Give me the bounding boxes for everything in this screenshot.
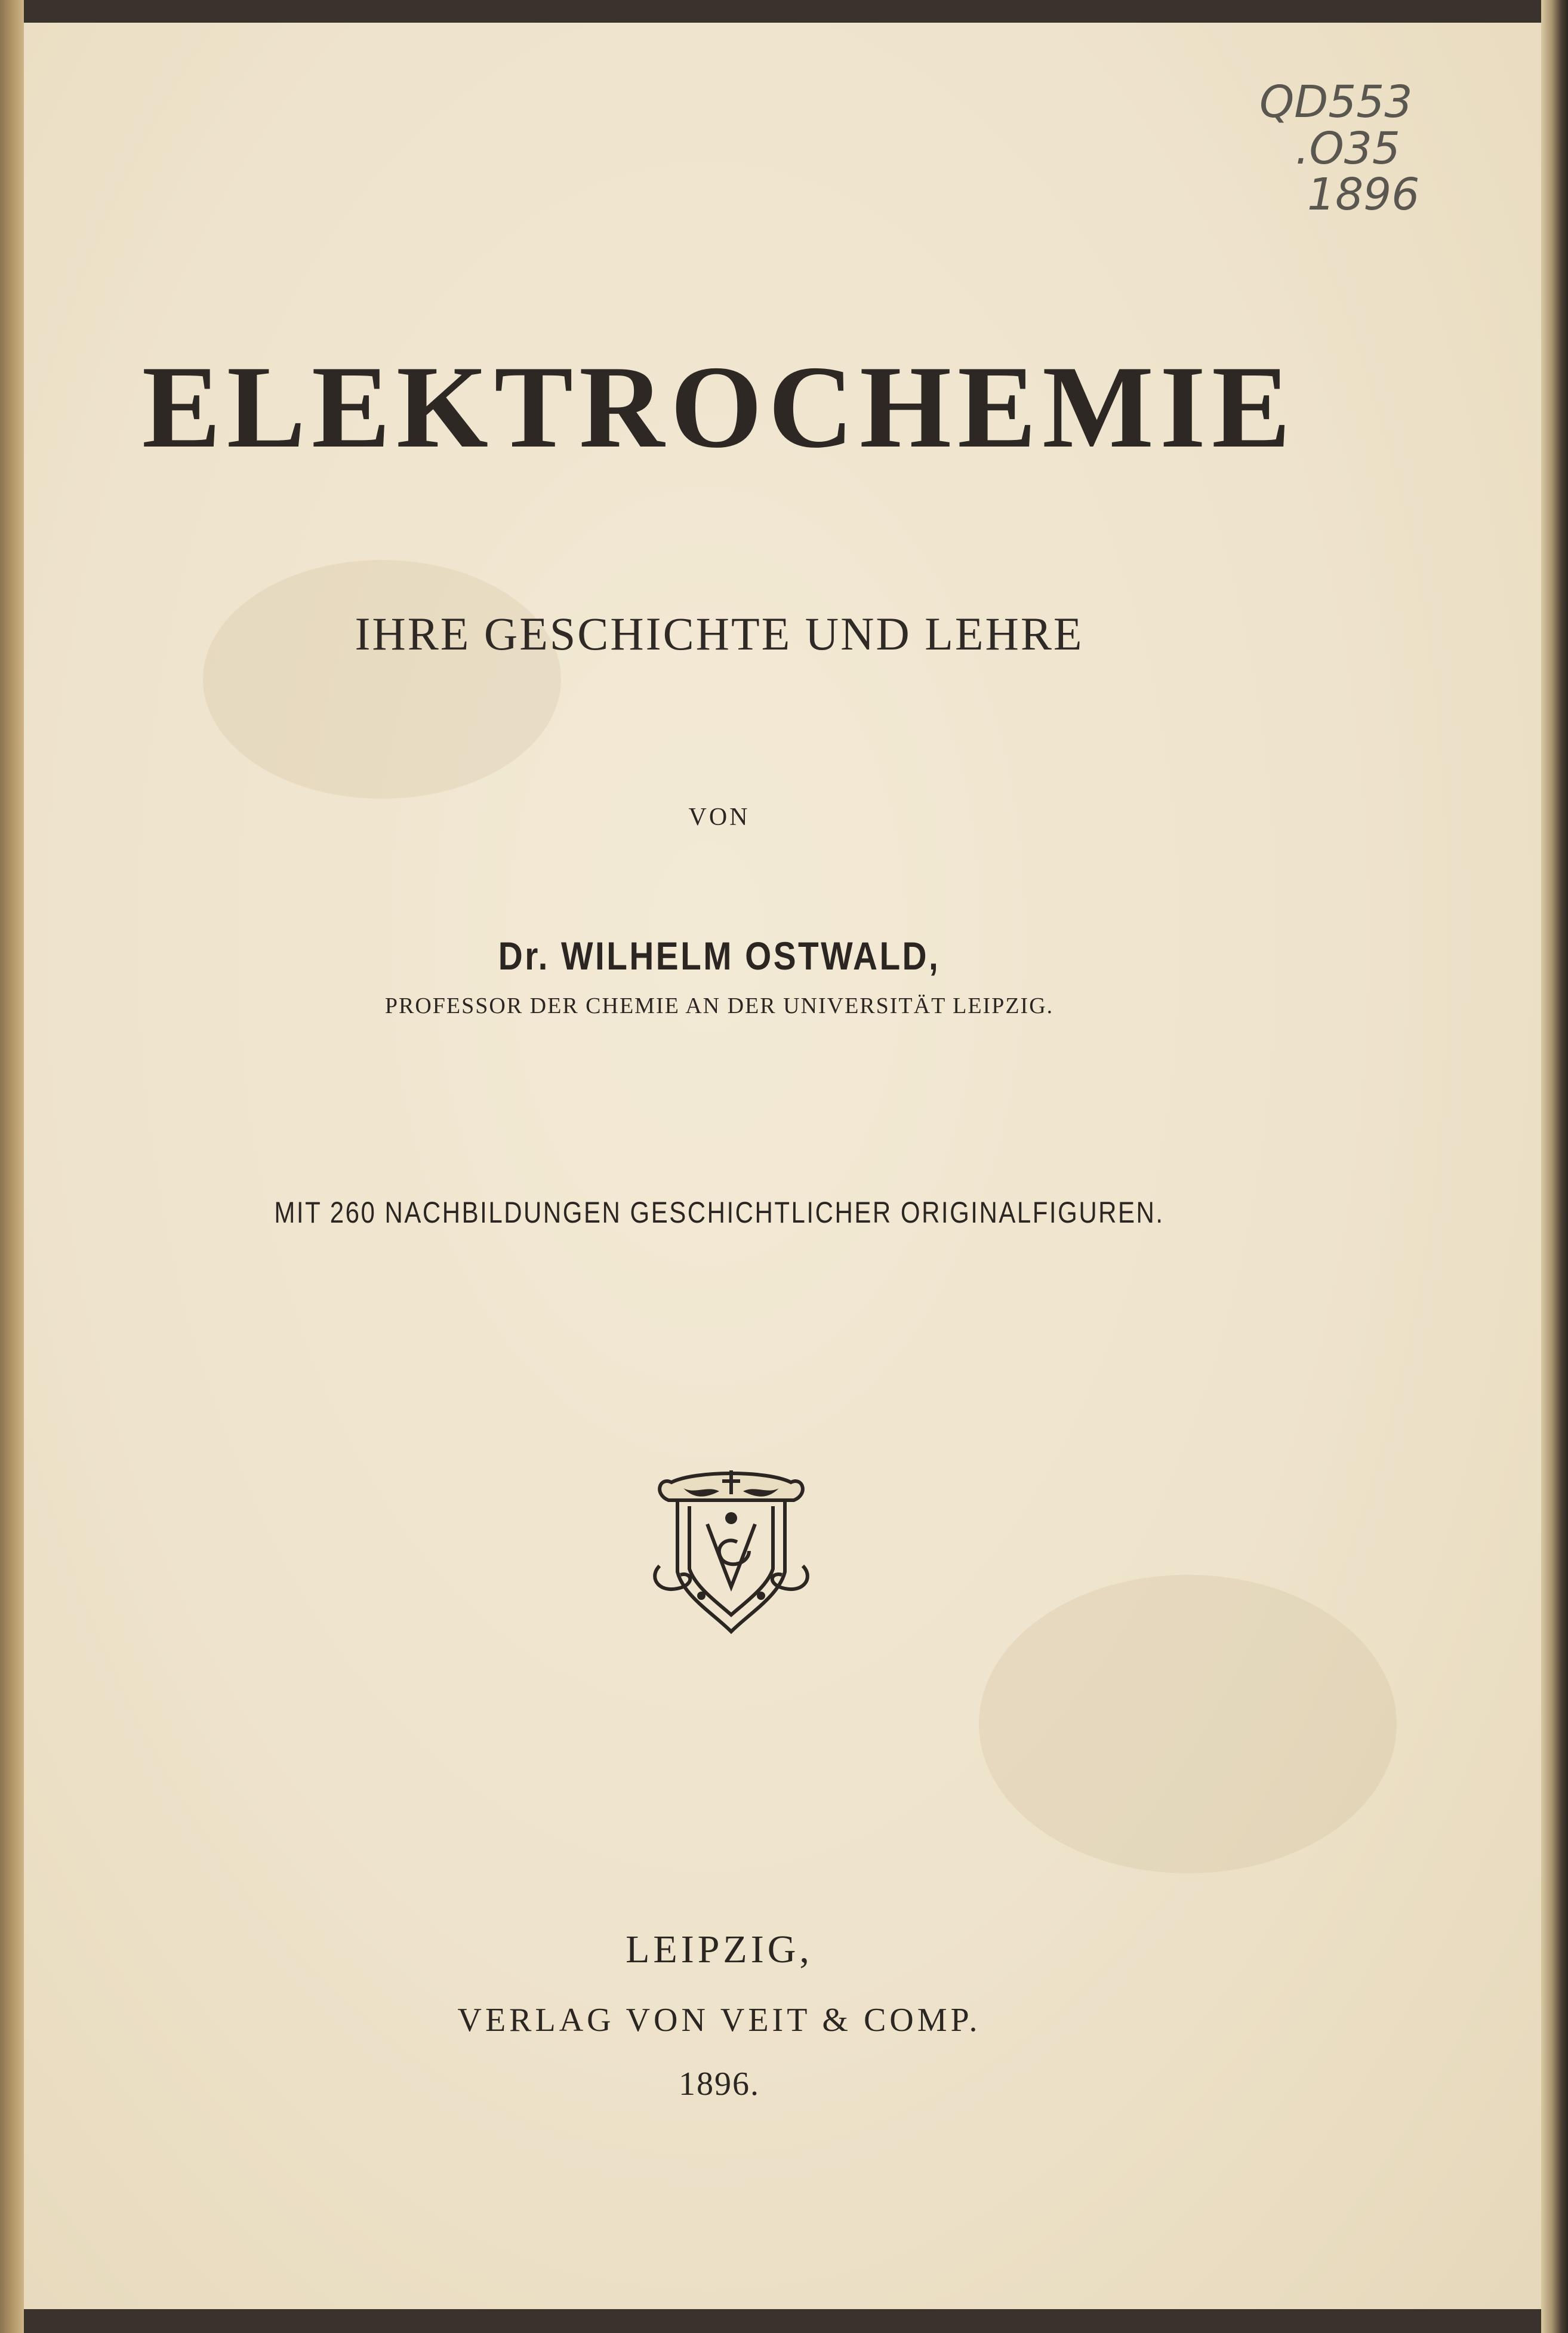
publisher-mark-icon (648, 1458, 815, 1638)
author-name: Dr. WILHELM OSTWALD, (498, 934, 941, 978)
title-page (24, 23, 1543, 2309)
imprint-publisher: VERLAG VON VEIT & COMP. (457, 2002, 981, 2039)
call-number-line-1: QD553 (1259, 76, 1413, 128)
book-cover-edge (0, 0, 24, 2333)
page-fore-edge (1541, 0, 1568, 2333)
call-number-line-3: 1896 (1307, 169, 1420, 221)
call-number-line-2: .O35 (1295, 122, 1400, 174)
book-title: ELEKTROCHEMIE (141, 341, 1297, 472)
figures-note: MIT 260 NACHBILDUNGEN GESCHICHTLICHER ORIGINALFIGUREN. (274, 1196, 1165, 1229)
book-subtitle: IHRE GESCHICHTE UND LEHRE (355, 608, 1084, 660)
paper-stain (203, 560, 561, 799)
paper-stain (979, 1575, 1397, 1873)
imprint-city: LEIPZIG, (626, 1928, 813, 1971)
by-line: VON (688, 804, 750, 831)
imprint-year: 1896. (679, 2066, 760, 2103)
call-number (1230, 76, 1480, 221)
author-affiliation: PROFESSOR DER CHEMIE AN DER UNIVERSITÄT LEIPZIG. (384, 993, 1054, 1018)
